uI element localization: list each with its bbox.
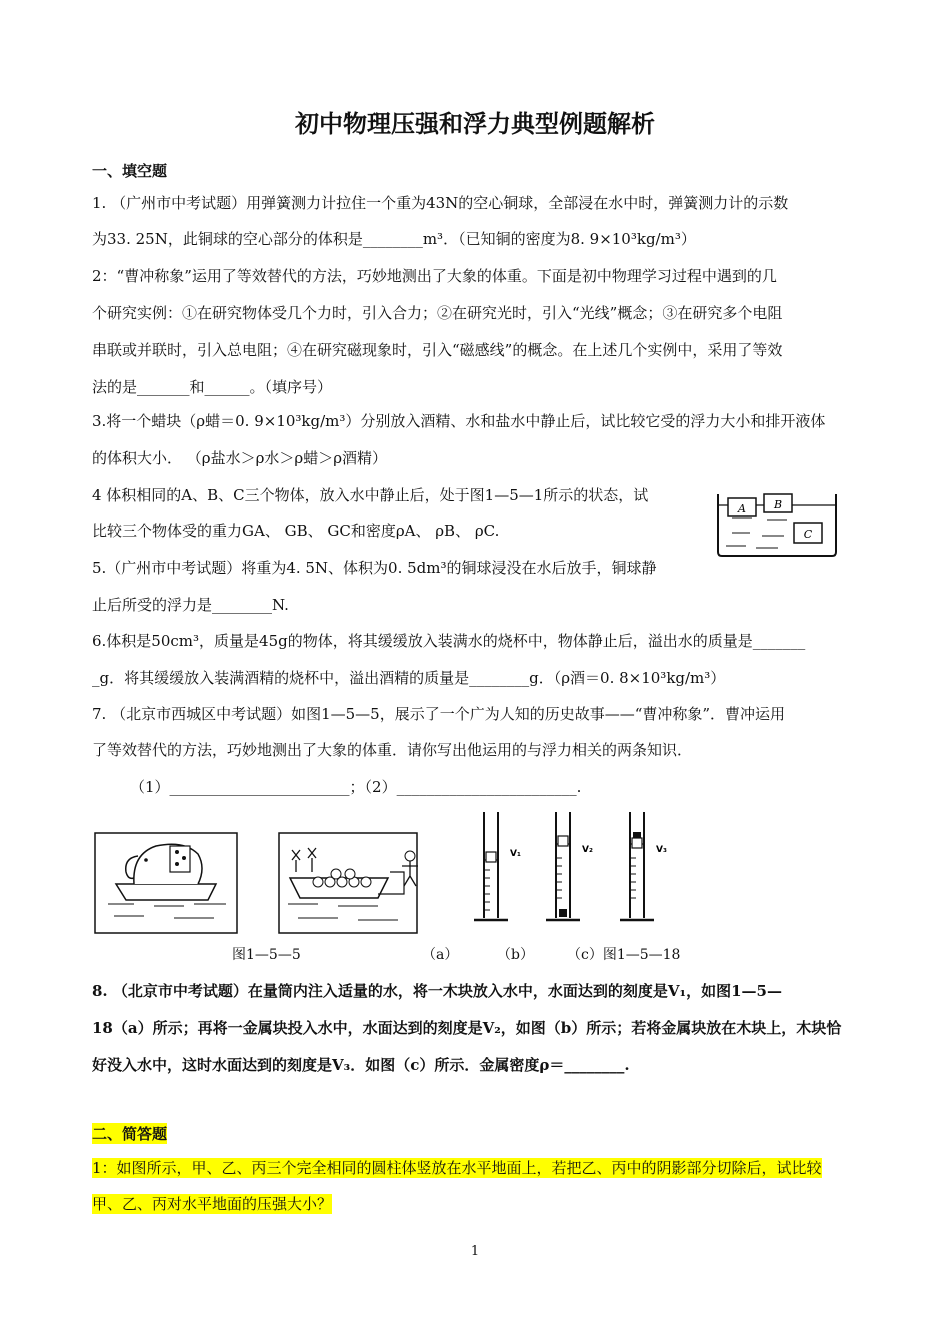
caption-figure-1-5-5: 图1—5—5 <box>232 947 301 963</box>
page-number: 1 <box>470 1244 480 1259</box>
question-2-line-1: 2：“曹冲称象”运用了等效替代的方法，巧妙地测出了大象的体重。下面是初中物理学习过程中遇到的几 <box>92 267 777 285</box>
short-question-1-line-2: 甲、乙、丙对水平地面的压强大小？ <box>92 1195 333 1213</box>
question-1-line-1: 1. （广州市中考试题）用弹簧测力计拉住一个重为43N的空心铜球，全部浸在水中时，弹簧测力计的示数 <box>92 194 789 212</box>
block-a-label: A <box>738 502 746 515</box>
question-7-line-2: 了等效替代的方法，巧妙地测出了大象的体重．请你写出他运用的与浮力相关的两条知识． <box>92 741 693 759</box>
cylinder-b <box>546 812 580 920</box>
question-2-line-3: 串联或并联时，引入总电阻；④在研究磁现象时，引入“磁感线”的概念。在上述几个实例中，采用了等效 <box>92 341 783 359</box>
cylinder-a <box>474 812 508 920</box>
question-5-line-2: 止后所受的浮力是________N. <box>92 596 289 614</box>
cylinder-c-label: V₃ <box>656 845 667 855</box>
figure-graduated-cylinders <box>470 808 684 926</box>
block-c-label: C <box>803 528 813 541</box>
question-4-line-1: 4 体积相同的A、B、C三个物体，放入水中静止后，处于图1—5—1所示的状态，试 <box>92 486 649 504</box>
question-4-line-2: 比较三个物体受的重力GA、 GB、 GC和密度ρA、 ρB、 ρC. <box>92 522 500 540</box>
caption-a: （a） <box>422 947 459 963</box>
page-title: 初中物理压强和浮力典型例题解析 <box>295 110 655 138</box>
caption-c: （c）图1—5—18 <box>567 947 681 963</box>
section-heading-short: 二、简答题 <box>92 1125 168 1143</box>
question-7-answer-blanks: （1）________________________；（2）________________________. <box>130 778 582 796</box>
question-3-line-1: 3.将一个蜡块（ρ蜡＝0. 9×10³kg/m³）分别放入酒精、水和盐水中静止后，试比较它受的浮力大小和排开液体 <box>92 412 826 430</box>
section-heading-fill: 一、填空题 <box>92 162 168 180</box>
question-5-line-1: 5.（广州市中考试题）将重为4. 5N、体积为0. 5dm³的铜球浸没在水后放手，铜球静 <box>92 559 657 577</box>
question-8-line-2: 18（a）所示；再将一金属块投入水中，水面达到的刻度是V₂，如图（b）所示；若将金属块放在木块上，木块恰 <box>92 1019 842 1037</box>
cylinder-a-label: V₁ <box>510 849 521 859</box>
figure-stones-boat <box>278 832 418 934</box>
cylinder-c <box>620 812 654 920</box>
figure-container-blocks <box>712 488 842 560</box>
question-6-line-1: 6.体积是50cm³，质量是45g的物体，将其缓缓放入装满水的烧杯中，物体静止后，溢出水的质量是_______ <box>92 632 806 650</box>
figure-elephant-boat <box>94 832 238 934</box>
question-8-line-3: 好没入水中，这时水面达到的刻度是V₃．如图（c）所示．金属密度ρ＝________. <box>92 1056 630 1074</box>
question-6-line-2: _g．将其缓缓放入装满酒精的烧杯中，溢出酒精的质量是________g．（ρ酒＝0. 8×10³kg/m³） <box>92 669 726 687</box>
question-1-line-2: 为33. 25N，此铜球的空心部分的体积是________m³．（已知铜的密度为8. 9×10³kg/m³） <box>92 230 696 248</box>
question-7-line-1: 7. （北京市西城区中考试题）如图1—5—5，展示了一个广为人知的历史故事——“曹冲称象”．曹冲运用 <box>92 705 786 723</box>
question-2-line-4: 法的是_______和______。（填序号） <box>92 378 333 396</box>
question-2-line-2: 个研究实例：①在研究物体受几个力时，引入合力；②在研究光时，引入“光线”概念；③在研究多个电阻 <box>92 304 783 322</box>
cylinder-b-label: V₂ <box>582 845 593 855</box>
block-b-label: B <box>773 498 783 511</box>
short-question-1-line-1: 1：如图所示，甲、乙、丙三个完全相同的圆柱体竖放在水平地面上，若把乙、丙中的阴影部分切除后，试比较 <box>92 1159 822 1177</box>
question-3-line-2: 的体积大小． （ρ盐水＞ρ水＞ρ蜡＞ρ酒精） <box>92 449 388 467</box>
caption-b: （b） <box>497 947 534 963</box>
question-8-line-1: 8. （北京市中考试题）在量筒内注入适量的水，将一木块放入水中，水面达到的刻度是V₁，如图1—5— <box>92 982 782 1000</box>
